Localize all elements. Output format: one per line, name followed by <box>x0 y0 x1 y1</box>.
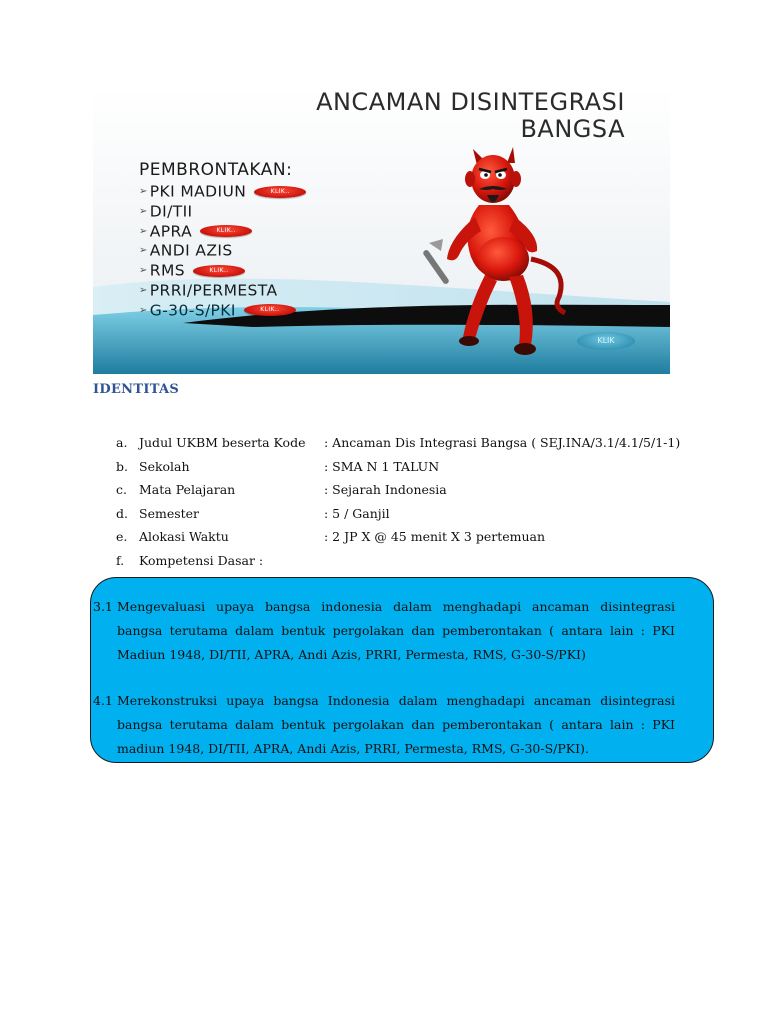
row-letter: b. <box>116 458 128 474</box>
row-label: Sekolah <box>139 458 190 474</box>
rebellion-label: RMS <box>149 261 185 280</box>
rebellion-item <box>139 202 306 222</box>
arrow-bullet-icon: ➢ <box>139 205 148 217</box>
rebellion-label: APRA <box>149 221 193 240</box>
klik-button[interactable]: KLIK.. <box>254 186 306 198</box>
rebellion-label: G-30-S/PKI <box>149 300 236 319</box>
rebellion-label: PRRI/PERMESTA <box>149 281 278 299</box>
banner-title-line2: BANGSA <box>520 115 625 143</box>
klik-main-button[interactable]: KLIK <box>577 332 635 350</box>
rebellion-list <box>139 182 306 320</box>
row-value: : 2 JP X @ 45 menit X 3 pertemuan <box>324 529 546 545</box>
arrow-bullet-icon: ➢ <box>139 304 148 316</box>
kompetensi-dasar-box <box>90 577 714 763</box>
rebellion-label: ANDI AZIS <box>149 241 233 260</box>
rebellion-item <box>139 261 306 281</box>
klik-button[interactable]: KLIK.. <box>193 265 245 277</box>
row-label: Semester <box>139 505 200 521</box>
banner-title-line1: ANCAMAN DISINTEGRASI <box>316 88 625 116</box>
row-letter: d. <box>116 505 128 521</box>
rebellion-item <box>139 281 306 301</box>
arrow-bullet-icon: ➢ <box>139 245 148 257</box>
row-value: : Ancaman Dis Integrasi Bangsa ( SEJ.INA/3.1/4.1/5/1-1) <box>324 435 681 450</box>
row-value: : 5 / Ganjil <box>324 505 390 521</box>
kompetensi-item <box>93 595 675 667</box>
kompetensi-text: Mengevaluasi upaya bangsa indonesia dalam menghadapi ancaman disintegrasi bangsa terutama dalam bentuk pergolakan dan pemberontakan ( antara lain : PKI Madiun 1948, DI/TII, APRA, Andi Azis, PRRI, Permesta, RMS, G-30-S/PKI) <box>117 599 675 662</box>
row-letter: e. <box>116 529 128 545</box>
arrow-bullet-icon: ➢ <box>139 284 148 296</box>
rebellion-item <box>139 182 306 202</box>
row-value: : Sejarah Indonesia <box>324 482 447 498</box>
banner-image <box>93 87 670 374</box>
kompetensi-number: 4.1 <box>93 693 113 708</box>
row-label: Judul UKBM beserta Kode <box>139 435 306 450</box>
identitas-heading: IDENTITAS <box>93 382 180 397</box>
rebellion-item <box>139 222 306 242</box>
rebellion-item <box>139 301 306 321</box>
rebellion-label: PKI MADIUN <box>149 182 247 201</box>
row-label: Alokasi Waktu <box>139 529 229 545</box>
devil-mascot-icon <box>419 147 579 362</box>
kompetensi-number: 3.1 <box>93 599 113 614</box>
kompetensi-item <box>93 689 675 761</box>
klik-button[interactable]: KLIK.. <box>244 304 296 316</box>
row-letter: a. <box>116 435 128 450</box>
row-letter: c. <box>116 482 127 498</box>
rebellion-item <box>139 241 306 261</box>
arrow-bullet-icon: ➢ <box>139 225 148 237</box>
rebellion-label: DI/TII <box>149 202 193 220</box>
kompetensi-text: Merekonstruksi upaya bangsa Indonesia dalam menghadapi ancaman disintegrasi bangsa terutama dalam bentuk pergolakan dan pemberontakan ( antara lain : PKI madiun 1948, DI/TII, APRA, Andi Azis, PRRI, Permesta, RMS, G-30-S/PKI). <box>117 693 675 756</box>
arrow-bullet-icon: ➢ <box>139 186 148 197</box>
banner-title <box>205 89 625 143</box>
banner-subtitle: PEMBRONTAKAN: <box>139 160 293 180</box>
row-label: Kompetensi Dasar : <box>139 552 264 568</box>
row-label: Mata Pelajaran <box>139 482 236 498</box>
arrow-bullet-icon: ➢ <box>139 265 148 276</box>
klik-button[interactable]: KLIK.. <box>200 225 252 237</box>
row-letter: f. <box>116 552 125 568</box>
row-value: : SMA N 1 TALUN <box>324 458 440 474</box>
